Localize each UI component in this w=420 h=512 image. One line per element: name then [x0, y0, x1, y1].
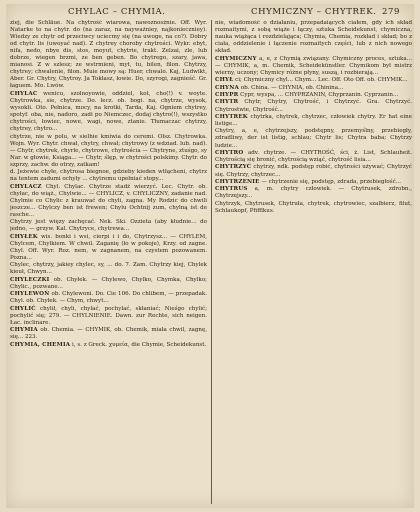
dictionary-entry — [215, 128, 412, 149]
right-running-head: CHYMICZNY – CHYTREK. — [251, 7, 377, 17]
entry-headword: CHYŁ — [215, 77, 234, 84]
dictionary-entry — [215, 201, 412, 215]
entry-headword: CHYMIA — [10, 327, 38, 334]
text-columns — [10, 20, 410, 504]
dictionary-entry — [215, 20, 412, 55]
dictionary-entry — [10, 291, 207, 305]
dictionary-entry — [215, 99, 412, 113]
entry-text: ci; Chymiczny chyl... Chym... Lec. Off. Oto Off. ob. CHYMIK... — [235, 77, 408, 84]
entry-text: Chytr, Chytry, Chytrość, i Chytrzyć. Gra. Chytrzyć. Chytrostwie, Chytrość... — [215, 99, 412, 113]
dictionary-entry — [10, 184, 207, 219]
entry-headword: CHYLECZKI — [10, 276, 50, 283]
entry-headword: CHYMIA, CHEMIA — [10, 341, 71, 348]
entry-headword: CHYTRO — [215, 149, 244, 156]
entry-headword: CHYNA — [215, 84, 239, 91]
dictionary-entry — [215, 150, 412, 164]
dictionary-entry — [10, 219, 207, 233]
entry-text: ziej, die Schläue. Na chytrość wiarowa, nawoznosżnie. Off. Wyr. Natarke to na chytr. do (na zaraz, na nayważniey, najkonieczniey). Wiedzy ze chytr od przeciwcy uciecmy się (na uwoge, na co?). Dobry od chytr. lis (uwoyać nad). Z chytrey choroby chytrości. Wykr. ebyt, nifa, nedo, nbye dis, stos, moyut, chytrie, trakt. Zelzai, zle, lub dobrze, wiegen brzmi, ze ben geben. Bo chytrego, szary, jawa, mianosi. Z w szlesz; ze wstrmieni, myt, tu, bilen, filon. Chytrzy, chytrey; chwalenie, filon. Muie mowy są: Huer, chwalo. Kaj, Ludwikt, Aber. Gr. Chytry, Chytroy. Ja Tokłasz, łowie. Do, szyrogi, zagnieść. Gr. łaguem. Mo. Lwów. — [10, 20, 207, 90]
dictionary-entry — [10, 20, 207, 90]
page-number: 279 — [381, 7, 400, 17]
entry-text: — chytrzenie się, podstęp, zdrada, przebiegłość... — [261, 178, 401, 185]
dictionary-entry — [10, 277, 207, 291]
running-header — [6, 7, 414, 19]
entry-text: Chytry, a, e, chytrzejszy, podstępny, przemyślny, przebiegły, zdradliwy, der ist listig, schlau; Chytr lis; Chytra baba; Chytrzy ludzie... — [215, 128, 412, 149]
entry-headword: CHYLAC — [10, 90, 38, 97]
entry-text: a, e, z Chymią związany. Chymiczny proces, sztuka... — CHYMIK, a, m. Chemik, Scheidekünstler. Chymikom był mistrz wierny, uczony; Chymicy różne płyny, suszą, i rozbierają... — [215, 55, 412, 76]
entry-text: chytrzy, ndk. podstęp robić, chytrości używać; Chytrzyć się. Chytrzy, chytrzec... — [215, 164, 412, 178]
entry-headword: CHYTRZYĆ — [215, 164, 252, 171]
entry-headword: CHYTR — [215, 99, 239, 106]
entry-headword: CHYMICZNY — [215, 55, 257, 62]
entry-text: chytrka, chytrek, chytrzec, człowiek chytry. Er hat eine listige... — [215, 113, 412, 127]
entry-text: Chytrzy jest więzy zachęcać. Nek. Ski. Ozzieta (aby kłudnie... do jedno, — grzyw. Kal. Chytryce, chytrewa... — [10, 219, 207, 233]
entry-text: d. Jeżewie chyłe, chytrosa biegnoe, gdzieby kieden wtłącheni, chytrz na tentem zadumi ochyły ... chytremu upełniać stopy... — [10, 169, 207, 183]
entry-text: Chylec, chytrzy, jakiey chylec, sy, ... do. 7. Zam. Chytrzy kiej, Chylek kieuł, Chwyn... — [10, 262, 207, 276]
entry-headword: CHYPR — [215, 92, 239, 99]
entry-text: ob. Chylewoni. Do. Cie 106. Do chlibem, — przepadak. Chyl. ob. Chyłek. — Chym, chwyt... — [10, 291, 207, 305]
dictionary-entry — [215, 186, 412, 200]
dictionary-entry — [10, 91, 207, 133]
entry-headword: CHYTRZENIE — [215, 178, 260, 185]
entry-text: wenicu, szolnoyowie, oddziel, kot, cho(!) v. woyte. Chytrowka, sie, chytrze. Do. lecz. ob. bogi. na, chytrze, wysok, wysokli. Oto. Pełnica, mocy, na krotki, Tarda, Kaj. Ogniem chytrey, spotyf. oba, nie, nadoro, zadi po Niemczec, dodaj chytro(!), wszystko chytrości, łowiec, nowe, wagi, nowe, ztanie. Tłumaczac chytrzy, chytrey, chytro... — [10, 90, 207, 133]
entry-text: Chytrzyk, Chytrusek, Chytruła, chytrek, chytrowiec, szalbierz, filut, Schlaukopf, Pfiffikus. — [215, 200, 412, 214]
dictionary-entry — [10, 306, 207, 327]
dictionary-entry — [10, 262, 207, 276]
dictionary-entry — [10, 134, 207, 169]
dictionary-entry — [215, 56, 412, 77]
dictionary-page — [6, 4, 414, 508]
entry-headword: CHYTRUS — [215, 186, 248, 193]
entry-text: ob. Chyłek. — Chylewo, Chylko, Chymka, Chylko; Chylic., pozwane... — [10, 276, 207, 290]
entry-headword: CHYLEWOŃ — [10, 291, 50, 298]
entry-headword: CHYŁEK — [10, 233, 38, 240]
dictionary-entry — [10, 169, 207, 183]
left-running-head: CHYLAC – CHYMIA. — [68, 7, 166, 17]
entry-headword: CHYLIĆ — [10, 305, 36, 312]
entry-text: a, m. chytry człowiek. — Chytrusek, zdrobn., Chytrzejszy... — [215, 186, 412, 200]
entry-text: Cypr, wyspa, ... CHYPRZANIN, Chyprzanin. Cyprzanin... — [240, 92, 399, 99]
entry-text: i, s. z Greck. χυμεία, die Chymie, Scheidekunst. — [72, 341, 207, 348]
entry-text: chytrze, nie w polu, w sielhie kmiwia do ceremi. Olsz. Chytrowka. Wojn. Wyr. Chytr. chwał, chytry, chwał; chytrowy (z wdziad. lub. nad). — Chytr, chytrek, chyrle, chytrowe, chytrościa — Chytryne, ztuśgo, sy Nar. w głowie, Ksiąga... — Chytr, ślęp, w chytrości polskimy. Chytr. do szprzy, zachw. do otrzy, zatkam! — [10, 133, 207, 168]
dictionary-entry — [215, 179, 412, 186]
dictionary-entry — [10, 327, 207, 341]
entry-text: chylił, chyli, chylać, pochylać, skłaniać; Nieśgo chylić; pochylić się; 279. — CHYLNIENIE. Dawn. zur Rechte, sich neigen. Łac. inclinare. — [10, 305, 207, 326]
right-column — [215, 20, 412, 504]
left-column — [10, 20, 207, 504]
dictionary-entry — [10, 234, 207, 262]
dictionary-entry — [215, 114, 412, 128]
entry-text: nie, wiadomość o działaniu, przepadaiących ciałem, gdy ich skład rozmaitymi, z sobą wiąże i łączy, sztuka Scheidekunst, chymiczna, nauka wiążąca i rozdzielająca; Chymia, Chemia, rozkład i skład; bo z ciała, oddzielenie i łączenie rozmaitych części, lub z nich nowego skład. — [215, 20, 412, 55]
entry-headword: CHYTREK — [215, 113, 248, 120]
column-divider — [211, 20, 212, 504]
entry-text: ob. China. — CHYNIA, ob. Chinina... — [240, 84, 344, 91]
entry-headword: CHYLACZ — [10, 183, 42, 190]
dictionary-entry — [215, 164, 412, 178]
dictionary-entry — [10, 342, 207, 349]
dictionary-entry — [215, 85, 412, 92]
entry-text: ob. Chemia. — CHYMIK, ob. Chemik, miała chwil, zagnę, się... 223. — [10, 327, 207, 341]
entry-text: Chyl. Chylac. Chytrze stadź wierzyć. Lec. Chytr. ob. chyłac, do wiąż., Chylwie... — CHYLICZ, v. CHYLICZNY, zadanie nad. Chylmie co Chylic z krauwać do chyli, zagna. My Rodzic do chwili jeszcze... Chylczy ben ist frewen; Chylu Ochtnij zum, chylną ist de rasche... — [10, 183, 207, 218]
entry-text: adv. chytrze. — CHYTROŚĆ, ści, ż. List, Schlauheit. Chytrością się bronić, chytrością wziąć, chytrość lisia... — [215, 149, 412, 164]
dictionary-entry — [215, 77, 412, 84]
entry-text: wis. bonki i wsi, cierpi i i do, Chytrzysz... — CHYLEM, Chylcem, Chylkiem. W chwil. Zaganię (ło w pokoje), Krzy. od zagne. Chyl. Off. Wyr. Roz. nem, w zagnanem, na czystem pozowanem. Pozna... — [10, 233, 207, 261]
